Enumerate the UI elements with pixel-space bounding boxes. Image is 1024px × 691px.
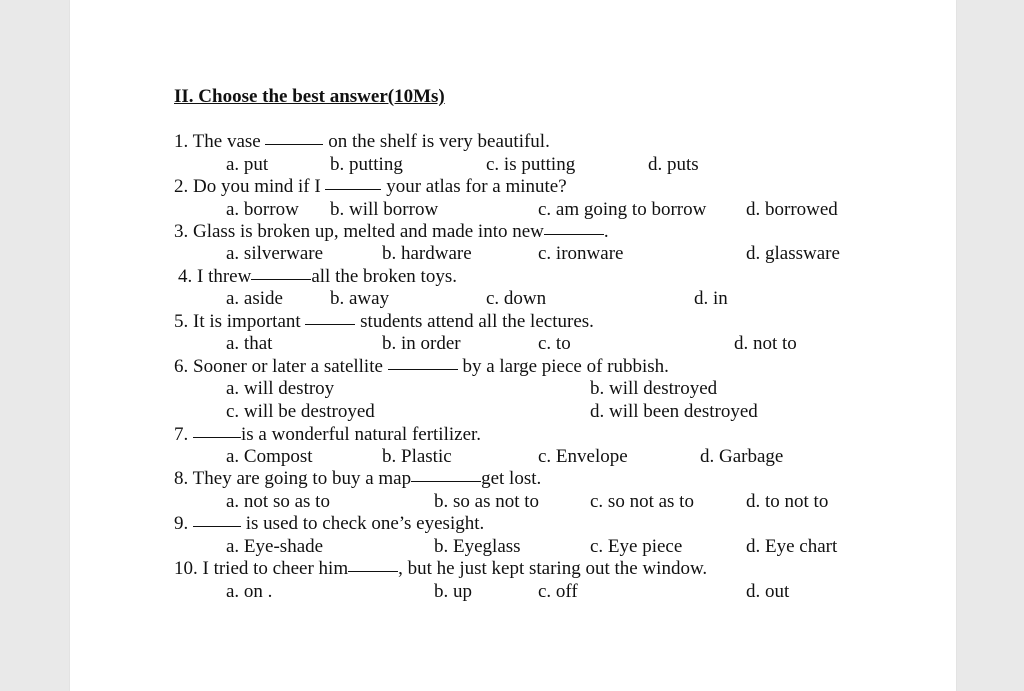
question-2 xyxy=(174,176,567,198)
question-text: 9. xyxy=(174,513,189,534)
question-8 xyxy=(174,468,541,490)
question-4 xyxy=(178,266,457,288)
question-6 xyxy=(174,356,669,378)
answer-blank xyxy=(388,369,458,370)
question-text: your atlas for a minute? xyxy=(386,176,567,197)
option-b: b. Plastic xyxy=(382,446,452,467)
option-a: a. borrow xyxy=(226,199,299,220)
option-b: b. in order xyxy=(382,333,461,354)
option-c: c. down xyxy=(486,288,547,309)
question-text: 5. It is important xyxy=(174,311,301,332)
question-1 xyxy=(174,131,550,153)
question-text: by a large piece of rubbish. xyxy=(462,356,669,377)
option-c: c. will be destroyed xyxy=(226,401,375,422)
answer-blank xyxy=(411,481,481,482)
option-a: a. Eye-shade xyxy=(226,536,324,557)
option-a: a. on . xyxy=(226,581,273,602)
option-d: d. Garbage xyxy=(700,446,784,467)
question-10 xyxy=(174,558,707,580)
option-c: c. ironware xyxy=(538,243,624,264)
option-b: b. Eyeglass xyxy=(434,536,521,557)
answer-blank xyxy=(348,571,398,572)
question-text: 4. I threw xyxy=(178,266,252,287)
option-a: a. Compost xyxy=(226,446,313,467)
option-b: b. will destroyed xyxy=(590,378,718,399)
answer-blank xyxy=(193,526,241,527)
question-text: all the broken toys. xyxy=(311,266,457,287)
question-text: 6. Sooner or later a satellite xyxy=(174,356,383,377)
question-text: , but he just kept staring out the window. xyxy=(398,558,708,579)
option-b: b. up xyxy=(434,581,472,602)
option-c: c. to xyxy=(538,333,571,354)
answer-blank xyxy=(193,437,241,438)
question-text: . xyxy=(603,221,609,242)
option-d: d. Eye chart xyxy=(746,536,838,557)
option-d: d. will been destroyed xyxy=(590,401,758,422)
document-page xyxy=(70,0,956,691)
question-text: 3. Glass is broken up, melted and made into new xyxy=(174,221,544,242)
question-text: get lost. xyxy=(481,468,542,489)
option-b: b. will borrow xyxy=(330,199,439,220)
question-5 xyxy=(174,311,594,333)
option-d: d. glassware xyxy=(746,243,840,264)
question-text: 2. Do you mind if I xyxy=(174,176,321,197)
question-7 xyxy=(174,424,481,446)
option-a: a. that xyxy=(226,333,273,354)
question-text: 1. The vase xyxy=(174,131,261,152)
option-a: a. silverware xyxy=(226,243,324,264)
option-c: c. is putting xyxy=(486,154,576,175)
question-text: 8. They are going to buy a map xyxy=(174,468,412,489)
option-a: a. aside xyxy=(226,288,283,309)
document-content xyxy=(70,0,956,691)
option-d: d. borrowed xyxy=(746,199,838,220)
question-3 xyxy=(174,221,609,243)
question-text: 7. xyxy=(174,424,189,445)
option-c: c. Eye piece xyxy=(590,536,683,557)
option-a: a. not so as to xyxy=(226,491,330,512)
answer-blank xyxy=(265,144,323,145)
answer-blank xyxy=(325,189,381,190)
question-text: is used to check one’s eyesight. xyxy=(245,513,485,534)
option-c: c. Envelope xyxy=(538,446,628,467)
question-text: on the shelf is very beautiful. xyxy=(328,131,550,152)
option-c: c. so not as to xyxy=(590,491,694,512)
question-text: is a wonderful natural fertilizer. xyxy=(241,424,482,445)
option-b: b. away xyxy=(330,288,390,309)
option-d: d. in xyxy=(694,288,728,309)
option-d: d. to not to xyxy=(746,491,829,512)
answer-blank xyxy=(251,279,311,280)
option-b: b. so as not to xyxy=(434,491,540,512)
option-a: a. will destroy xyxy=(226,378,335,399)
option-d: d. not to xyxy=(734,333,797,354)
option-b: b. hardware xyxy=(382,243,472,264)
option-c: c. off xyxy=(538,581,578,602)
option-b: b. putting xyxy=(330,154,403,175)
question-9 xyxy=(174,513,484,535)
answer-blank xyxy=(544,234,604,235)
question-text: 10. I tried to cheer him xyxy=(174,558,349,579)
answer-blank xyxy=(305,324,355,325)
option-a: a. put xyxy=(226,154,269,175)
section-heading: II. Choose the best answer(10Ms) xyxy=(174,86,445,107)
option-d: d. puts xyxy=(648,154,699,175)
option-d: d. out xyxy=(746,581,790,602)
option-c: c. am going to borrow xyxy=(538,199,707,220)
question-text: students attend all the lectures. xyxy=(360,311,594,332)
